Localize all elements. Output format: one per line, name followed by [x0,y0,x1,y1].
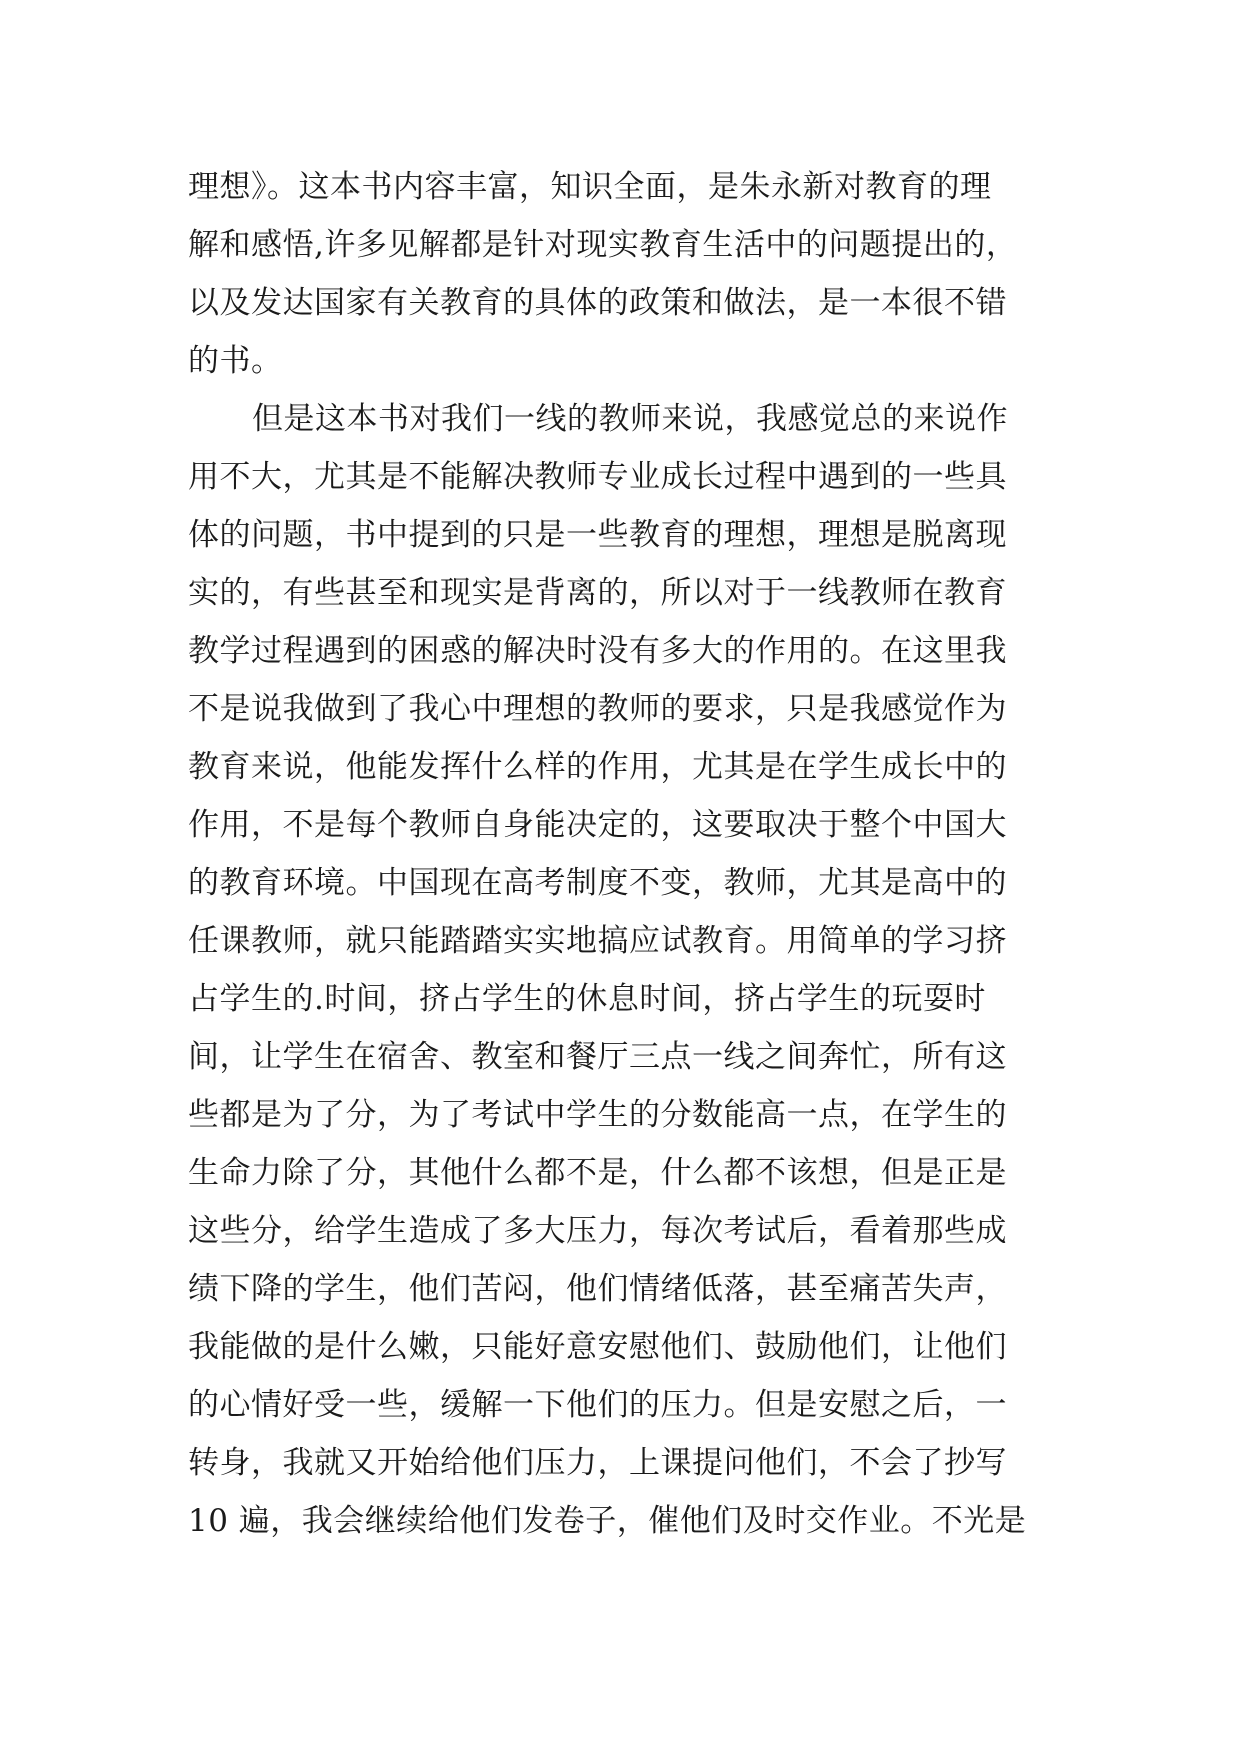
text-line: 任课教师，就只能踏踏实实地搞应试教育。用简单的学习挤 [188,923,1007,959]
text-line: 体的问题，书中提到的只是一些教育的理想，理想是脱离现 [188,517,1007,553]
text-line: 的心情好受一些，缓解一下他们的压力。但是安慰之后，一 [188,1387,1007,1423]
text-line: 教学过程遇到的困惑的解决时没有多大的作用的。在这里我 [188,633,1007,669]
text-line: 教育来说，他能发挥什么样的作用，尤其是在学生成长中的 [188,749,1007,785]
text-line: 理想》。这本书内容丰富，知识全面，是朱永新对教育的理 [188,169,992,205]
text-line: 生命力除了分，其他什么都不是，什么都不该想，但是正是 [188,1155,1007,1191]
text-line: 作用，不是每个教师自身能决定的，这要取决于整个中国大 [188,807,1007,843]
text-line: 我能做的是什么嫩，只能好意安慰他们、鼓励他们，让他们 [188,1329,1007,1365]
text-line: 转身，我就又开始给他们压力，上课提问他们，不会了抄写 [188,1445,1007,1481]
text-line: 些都是为了分，为了考试中学生的分数能高一点，在学生的 [188,1097,1007,1133]
text-line: 用不大，尤其是不能解决教师专业成长过程中遇到的一些具 [188,459,1007,495]
paragraph-2 [188,390,1088,1550]
text-line: 10 遍，我会继续给他们发卷子，催他们及时交作业。不光是 [188,1503,1027,1539]
text-line: 这些分，给学生造成了多大压力，每次考试后，看着那些成 [188,1213,1007,1249]
text-line: 绩下降的学生，他们苦闷，他们情绪低落，甚至痛苦失声， [188,1271,1007,1307]
text-line: 解和感悟,许多见解都是针对现实教育生活中的问题提出的， [188,227,1018,263]
paragraph-1 [188,158,1088,390]
text-line: 的书。 [188,343,283,379]
text-line: 不是说我做到了我心中理想的教师的要求，只是我感觉作为 [188,691,1007,727]
body-text [188,158,1088,1550]
text-line: 以及发达国家有关教育的具体的政策和做法，是一本很不错 [188,285,1007,321]
text-line: 的教育环境。中国现在高考制度不变，教师，尤其是高中的 [188,865,1007,901]
text-line: 占学生的.时间，挤占学生的休息时间，挤占学生的玩耍时 [188,981,986,1017]
text-line: 实的，有些甚至和现实是背离的，所以对于一线教师在教育 [188,575,1007,611]
text-line-indented: 但是这本书对我们一线的教师来说，我感觉总的来说作 [252,401,1008,437]
text-line: 间，让学生在宿舍、教室和餐厅三点一线之间奔忙，所有这 [188,1039,1007,1075]
